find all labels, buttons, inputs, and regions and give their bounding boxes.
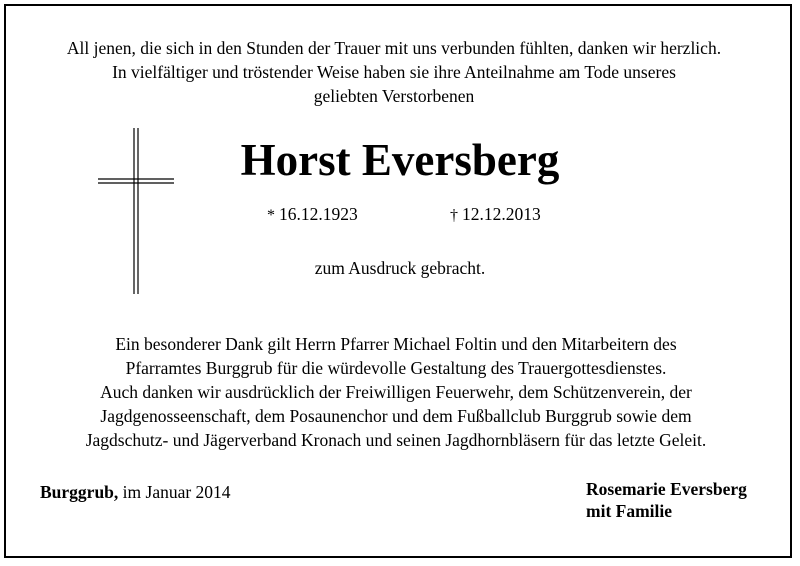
death-symbol: † — [450, 207, 458, 224]
expression-text: zum Ausdruck gebracht. — [314, 258, 486, 278]
death-date — [450, 202, 541, 228]
thanks-line: Auch danken wir ausdrücklich der Freiwilligen Feuerwehr, dem Schützenverein, der — [100, 382, 692, 402]
thanks-line: Ein besonderer Dank gilt Herrn Pfarrer Michael Foltin und den Mitarbeitern des — [115, 334, 677, 354]
signer-family: mit Familie — [586, 501, 673, 521]
birth-date — [267, 202, 358, 228]
intro-text — [0, 36, 788, 108]
place-name: Burggrub, — [40, 482, 119, 502]
date-text: im Januar 2014 — [122, 482, 231, 502]
birth-symbol: * — [267, 207, 275, 224]
thanks-text — [0, 332, 792, 452]
thanks-line: Pfarramtes Burggrub für die würdevolle Gestaltung des Trauergottesdienstes. — [125, 358, 667, 378]
birth-date-value: 16.12.1923 — [279, 204, 358, 224]
signer-name: Rosemarie Eversberg — [586, 479, 747, 499]
intro-line: All jenen, die sich in den Stunden der Trauer mit uns verbunden fühlten, danken wir herzlich. — [66, 38, 722, 58]
place-date — [40, 480, 231, 504]
thanks-line: Jagdschutz- und Jägerverband Kronach und seinen Jagdhornbläsern für das letzte Geleit. — [85, 430, 707, 450]
signers — [586, 478, 747, 522]
intro-line: In vielfältiger und tröstender Weise haben sie ihre Anteilnahme am Tode unseres — [112, 62, 676, 82]
death-date-value: 12.12.2013 — [462, 204, 541, 224]
intro-line: geliebten Verstorbenen — [313, 86, 475, 106]
thanks-line: Jagdgenosseenschaft, dem Posaunenchor und dem Fußballclub Burggrub sowie dem — [100, 406, 692, 426]
deceased-name: Horst Eversberg — [240, 135, 560, 185]
